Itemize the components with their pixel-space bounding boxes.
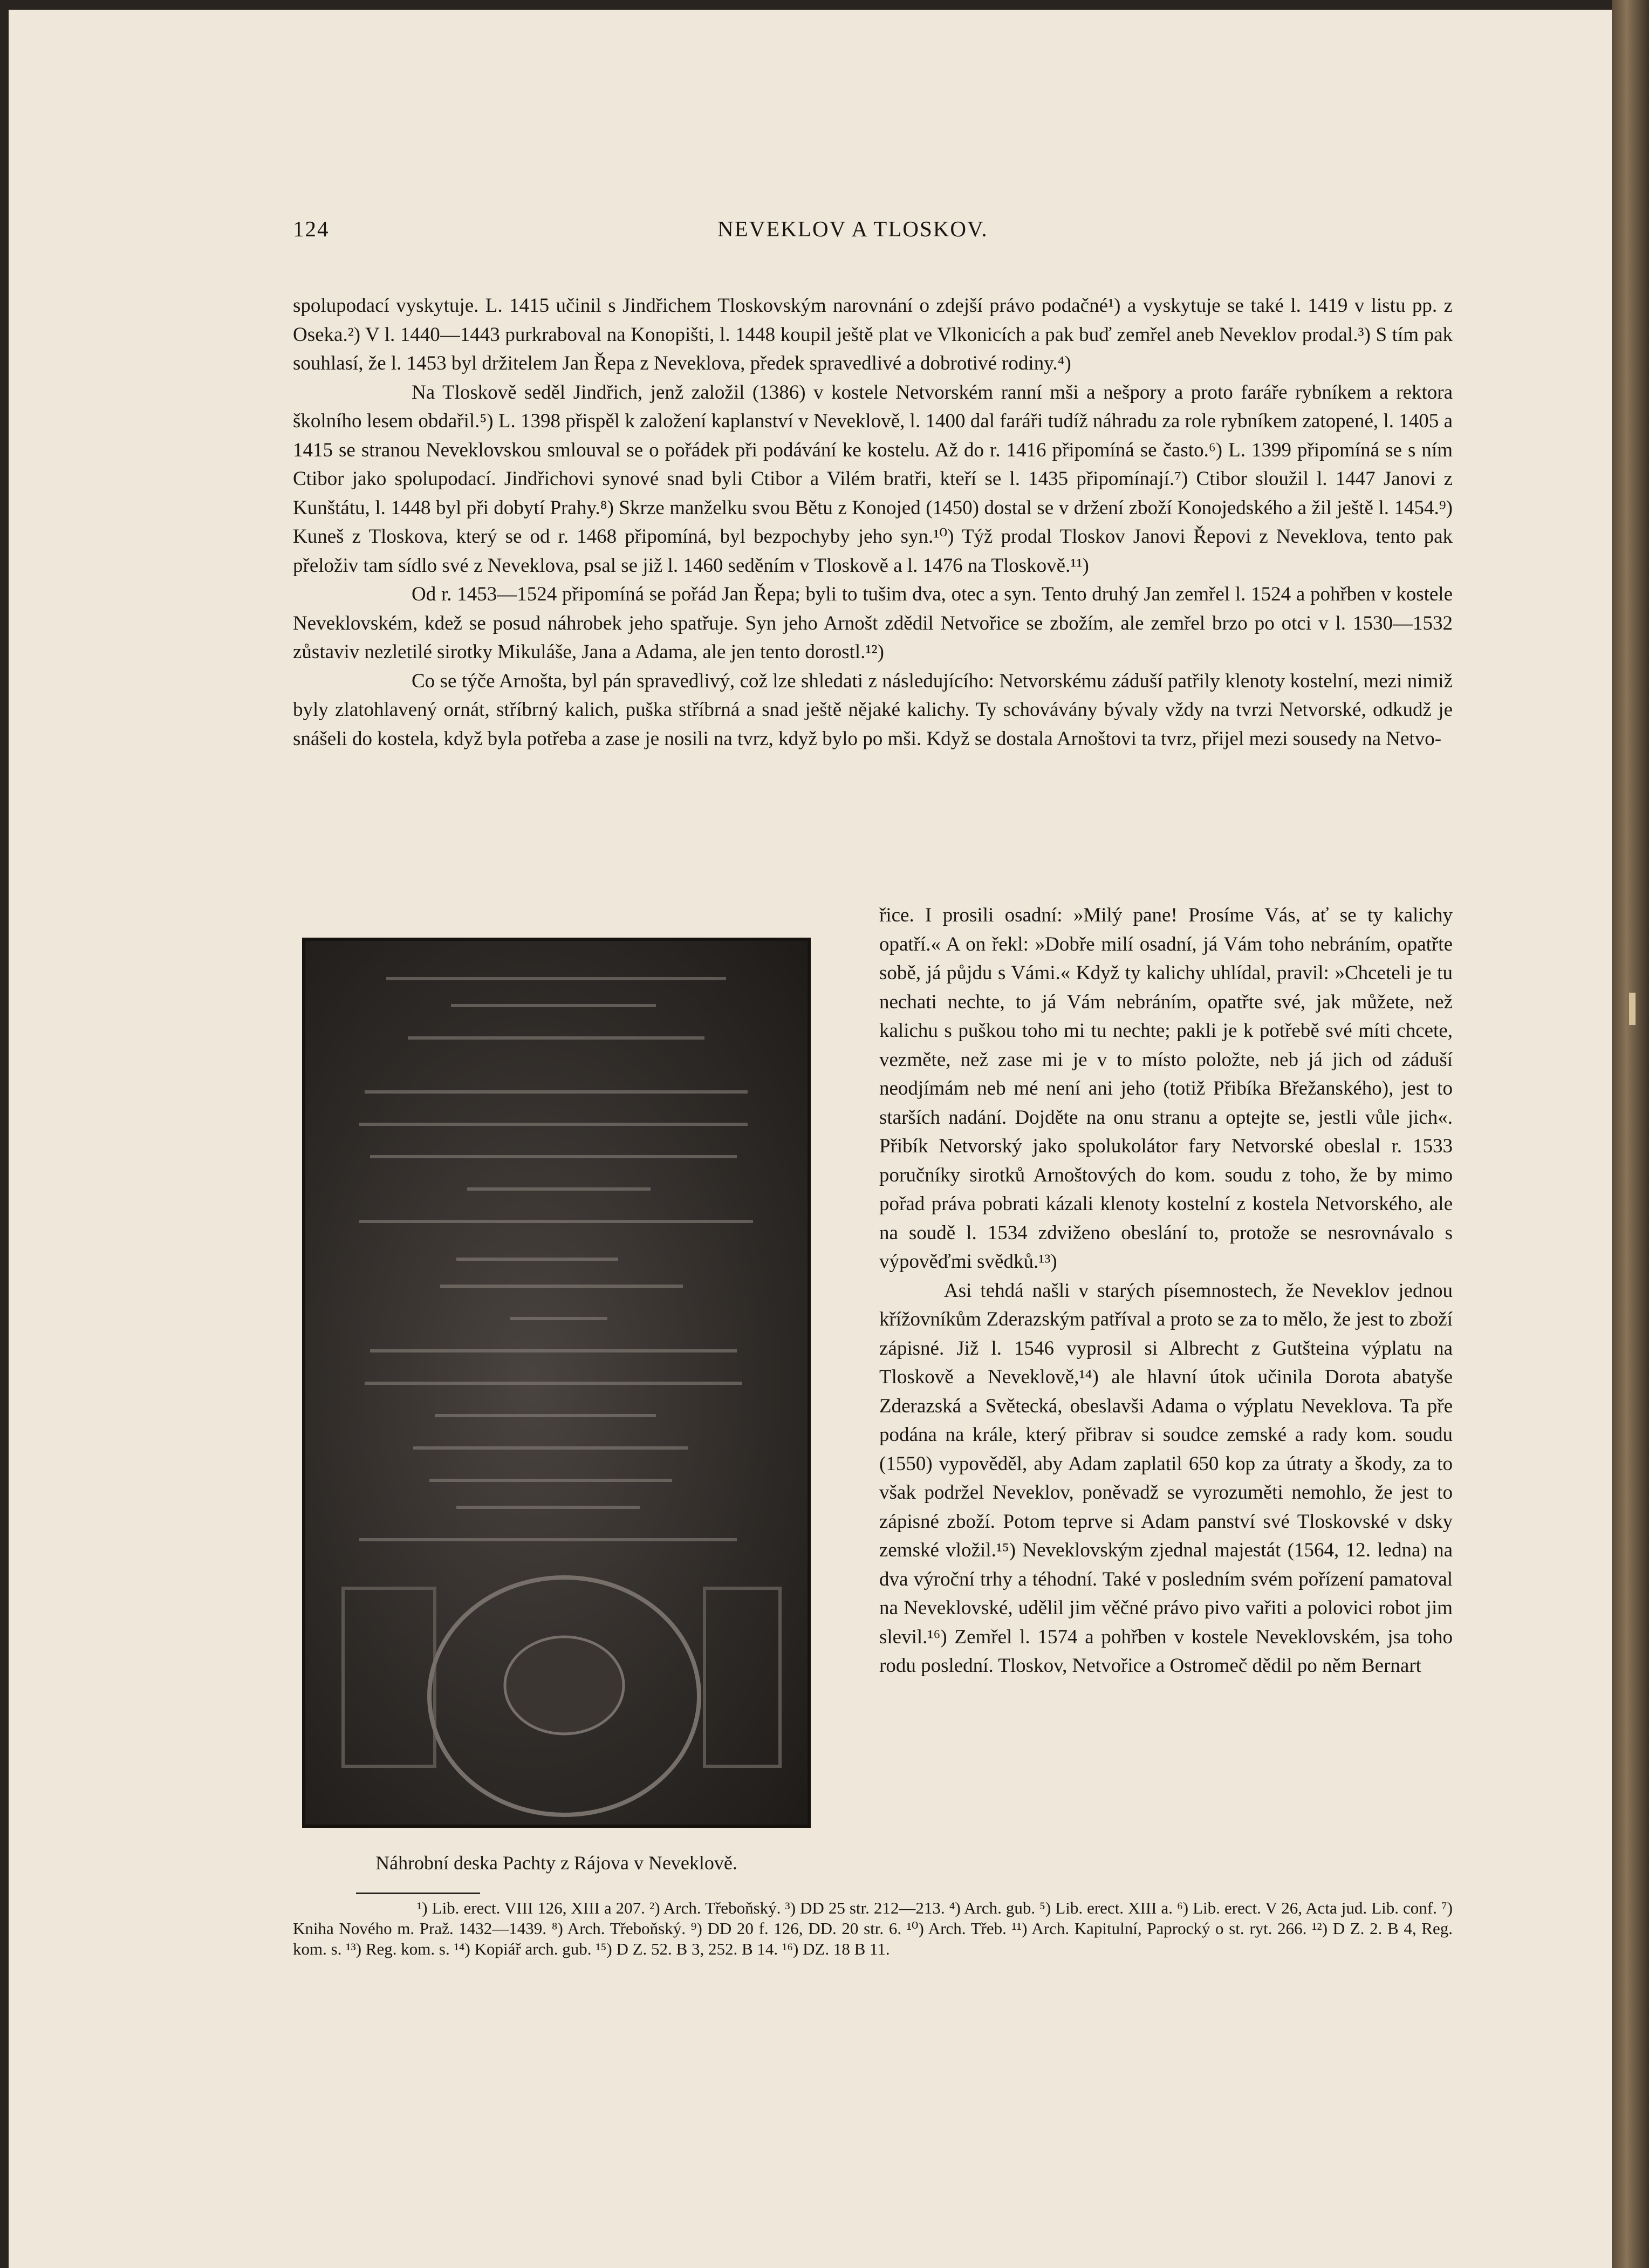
paragraph: řice. I prosili osadní: »Milý pane! Prosíme Vás, ať se ty kalichy opatří.« A on řekl: »Dobře milí osadní, já Vám toho nebráním, opatřte sobě, já půjdu s Vámi.« Když ty kalichy uhlídal, pravil: »Chceteli je tu nechati nechte, to já Vám nebráním, opatřte své, jak můžete, než kalichu s puškou toho mi tu nechte; pakli je k potřebě své míti chcete, vezměte, než zase mi je v to místo položte, neb já jich od záduší neodjímám neb mé není ani jeho (totiž Přibíka Břežanského), jest to starších nadání. Dojděte na onu stranu a optejte se, jestli vůle jich«. Přibík Netvorský jako spolukolátor fary Netvorské obeslal r. 1533 poručníky sirotků Arnoštových do kom. soudu z toho, že by mimo pořad práva pobrati kázali klenoty kostelní z kostela Netvorského, ale na soudě l. 1534 zdviženo obeslání to, protože se nesrovnávalo s výpověďmi svědků.¹³) bbox=[879, 904, 1453, 1273]
paragraph: Co se týče Arnošta, byl pán spravedlivý, což lze shledati z následujícího: Netvorskému záduší patřily klenoty kostelní, mezi nimiž byly zlatohlavený ornát, stříbrný kalich, puška stříbrná a snad ještě nějaké kalichy. Ty schovávány bývaly vždy na tvrzi Netvorské, odkudž je snášeli do kostela, když byla potřeba a zase je nosili na tvrz, když bylo po mši. Když se dostala Arnoštovi ta tvrz, přijel mezi sousedy na Netvo- bbox=[293, 670, 1453, 750]
page-number: 124 bbox=[293, 216, 330, 241]
running-title: NEVEKLOV A TLOSKOV. bbox=[717, 216, 988, 241]
book-spine bbox=[1612, 0, 1649, 2268]
paragraph: Od r. 1453—1524 připomíná se pořád Jan Řepa; byli to tušim dva, otec a syn. Tento druhý Jan zemřel l. 1524 a pohřben v kostele Neveklovském, kdež se posud náhrobek jeho spatřuje. Syn jeho Arnošt zdědil Netvořice se zbožím, ale zemřel brzo po otci v l. 1530—1532 zůstaviv nezletilé sirotky Mikuláše, Jana a Adama, ale jen tento dorostl.¹²) bbox=[293, 583, 1453, 663]
main-text-top bbox=[293, 291, 1453, 753]
tombstone-photo bbox=[302, 938, 811, 1828]
paragraph: spolupodací vyskytuje. L. 1415 učinil s Jindřichem Tloskovským narovnání o zdejší právo podačné¹) a vyskytuje se také l. 1419 v listu pp. z Oseka.²) V l. 1440—1443 purkraboval na Konopišti, l. 1448 koupil ještě plat ve Vlkonicích a pak buď zemřel aneb Neveklov prodal.³) S tím pak souhlasí, že l. 1453 byl držitelem Jan Řepa z Neveklova, předek spravedlivé a dobrotivé rodiny.⁴) bbox=[293, 295, 1453, 374]
figure-caption: Náhrobní deska Pachty z Rájova v Neveklově. bbox=[375, 1852, 737, 1874]
paragraph: Asi tehdá našli v starých písemnostech, že Neveklov jednou křížovníkům Zderazským patříval a proto se za to mělo, že jest to zboží zápisné. Již l. 1546 vyprosil si Albrecht z Gutšteina výplatu na Tloskově a Neveklově,¹⁴) ale hlavní útok učinila Dorota abatyše Zderazská a Světecká, obeslavši Adama o výplatu Neveklova. Ta pře podána na krále, který přibrav si soudce zemské a rady kom. soudu (1550) vypověděl, aby Adam zaplatil 650 kop za útraty a škody, za to však podržel Neveklov, poněvadž se vyrozuměti nemohlo, že jest to zápisné zboží. Potom teprve si Adam panství své Tloskovské v dsky zemské vložil.¹⁵) Neveklovským zjednal majestát (1564, 12. ledna) na dva výroční trhy a téhodní. Také v posledním svém pořízení pamatoval na Neveklovské, udělil jim věčné právo pivo vařiti a polovici robot jim slevil.¹⁶) Zemřel l. 1574 a pohřben v kostele Neveklovském, jsa toho rodu poslední. Tloskov, Netvořice a Ostromeč dědil po něm Bernart bbox=[879, 1279, 1453, 1677]
footnotes: ¹) Lib. erect. VIII 126, XIII a 207. ²) Arch. Třeboňský. ³) DD 25 str. 212—213. ⁴) Arch. gub. ⁵) Lib. erect. XIII a. ⁶) Lib. erect. V 26, Acta jud. Lib. conf. ⁷) Kniha Nového m. Praž. 1432—1439. ⁸) Arch. Třeboňský. ⁹) DD 20 f. 126, DD. 20 str. 6. ¹⁰) Arch. Třeb. ¹¹) Arch. Kapitulní, Paprocký o st. ryt. 266. ¹²) D Z. 2. B 4, Reg. kom. s. ¹³) Reg. kom. s. ¹⁴) Kopiář arch. gub. ¹⁵) D Z. 52. B 3, 252. B 14. ¹⁶) DZ. 18 B 11. bbox=[293, 1898, 1453, 1958]
main-text-right bbox=[879, 901, 1453, 1680]
footnote-divider bbox=[356, 1893, 480, 1894]
tombstone-inscription-texture bbox=[305, 941, 808, 1825]
spine-mark bbox=[1629, 993, 1636, 1025]
paragraph: Na Tloskově seděl Jindřich, jenž založil (1386) v kostele Netvorském ranní mši a nešpory a proto faráře rybníkem a rektora školního lesem obdařil.⁵) L. 1398 přispěl k založení kaplanství v Neveklově, l. 1400 dal faráři tudíž náhradu za role rybníkem zatopené, l. 1405 a 1415 se stranou Neveklovskou smlouval se o pořádek při podávání ke kostelu. Až do r. 1416 připomíná se často.⁶) L. 1399 připomíná se s ním Ctibor jako spolupodací. Jindřichovi synové snad byli Ctibor a Vilém bratři, kteří se l. 1435 připomínají.⁷) Ctibor sloužil l. 1447 Janovi z Kunštátu, l. 1448 byl při dobytí Prahy.⁸) Skrze manželku svou Bětu z Konojed (1450) dostal se v držení zboží Konojedského a žil ještě l. 1454.⁹) Kuneš z Tloskova, který se od r. 1468 připomíná, byl bezpochyby jeho syn.¹⁰) Týž prodal Tloskov Janovi Řepovi z Neveklova, tento pak přeloživ tam sídlo své z Neveklova, psal se již l. 1460 seděním v Tloskově a l. 1476 na Tloskově.¹¹) bbox=[293, 381, 1453, 577]
